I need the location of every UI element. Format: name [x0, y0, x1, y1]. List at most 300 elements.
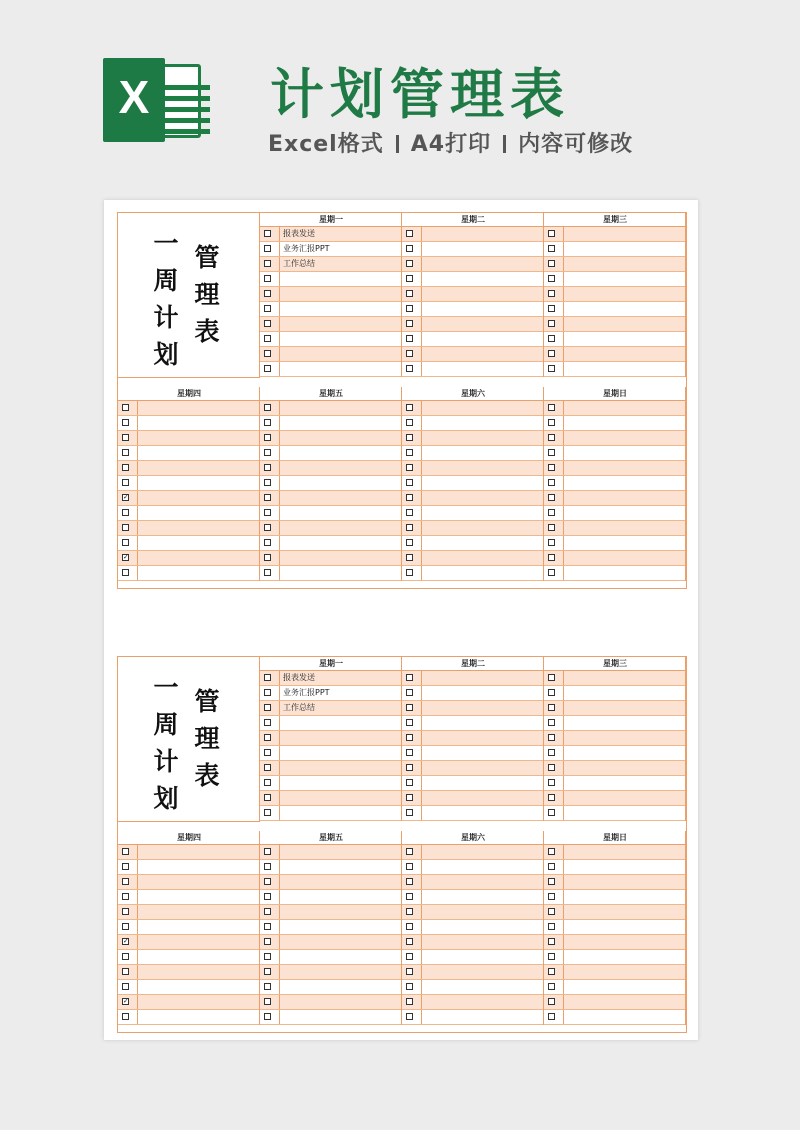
- task-checkbox[interactable]: [406, 320, 413, 327]
- task-checkbox[interactable]: [406, 908, 413, 915]
- checkbox-cell: [402, 950, 422, 964]
- task-checkbox[interactable]: [406, 848, 413, 855]
- task-checkbox[interactable]: [548, 968, 555, 975]
- task-checkbox[interactable]: [548, 764, 555, 771]
- day-header: 星期日: [544, 387, 686, 401]
- task-row: [402, 302, 544, 317]
- task-text[interactable]: 工作总结: [283, 259, 315, 268]
- checkbox-cell: [402, 431, 422, 445]
- checkbox-cell: [402, 671, 422, 685]
- task-row: [402, 431, 544, 446]
- task-checkbox[interactable]: [548, 290, 555, 297]
- task-row: [260, 347, 402, 362]
- checkbox-cell: [402, 416, 422, 430]
- task-checkbox[interactable]: [406, 275, 413, 282]
- task-row: [118, 920, 260, 935]
- task-row: [260, 701, 402, 716]
- subtitle-print: A4打印: [410, 132, 492, 157]
- task-row: [260, 860, 402, 875]
- checkbox-cell: [118, 935, 138, 949]
- task-text[interactable]: 业务汇报PPT: [283, 688, 330, 697]
- task-checkbox[interactable]: [406, 923, 413, 930]
- task-checkbox[interactable]: [264, 365, 271, 372]
- task-checkbox[interactable]: [548, 908, 555, 915]
- task-checkbox-checked[interactable]: ✓: [123, 493, 129, 501]
- task-checkbox[interactable]: [264, 1013, 271, 1020]
- task-checkbox[interactable]: [548, 230, 555, 237]
- task-checkbox[interactable]: [548, 479, 555, 486]
- task-checkbox[interactable]: [122, 509, 129, 516]
- checkbox-cell: [402, 761, 422, 775]
- task-checkbox[interactable]: [264, 689, 271, 696]
- task-row: [402, 965, 544, 980]
- task-checkbox[interactable]: [548, 275, 555, 282]
- checkbox-cell: [118, 431, 138, 445]
- checkbox-cell: [118, 536, 138, 550]
- task-row: [118, 965, 260, 980]
- sheet-title-block: [118, 657, 260, 822]
- task-checkbox[interactable]: [548, 794, 555, 801]
- task-checkbox[interactable]: [406, 968, 413, 975]
- task-checkbox[interactable]: [264, 449, 271, 456]
- day-column: [260, 213, 402, 377]
- checkbox-cell: [260, 686, 280, 700]
- task-checkbox[interactable]: [406, 689, 413, 696]
- task-checkbox[interactable]: [264, 809, 271, 816]
- task-checkbox[interactable]: [122, 893, 129, 900]
- day-header: 星期二: [402, 657, 544, 671]
- page-title: 计划管理表: [270, 63, 570, 126]
- task-checkbox[interactable]: [264, 938, 271, 945]
- checkbox-cell: [118, 566, 138, 580]
- task-checkbox-checked[interactable]: ✓: [123, 937, 129, 945]
- task-row: [402, 506, 544, 521]
- task-checkbox[interactable]: [548, 365, 555, 372]
- task-row: [544, 950, 686, 965]
- task-row: [544, 566, 686, 581]
- checkbox-cell: [402, 890, 422, 904]
- checkbox-cell: [544, 476, 564, 490]
- task-checkbox[interactable]: [264, 863, 271, 870]
- task-row: [402, 875, 544, 890]
- task-row: [544, 446, 686, 461]
- checkbox-cell: [544, 950, 564, 964]
- task-checkbox[interactable]: [406, 569, 413, 576]
- task-row: [544, 461, 686, 476]
- task-checkbox[interactable]: [406, 290, 413, 297]
- task-row: [402, 491, 544, 506]
- task-row: [402, 935, 544, 950]
- checkbox-cell: [402, 242, 422, 256]
- task-checkbox[interactable]: [122, 953, 129, 960]
- task-checkbox[interactable]: [122, 539, 129, 546]
- task-checkbox[interactable]: [548, 878, 555, 885]
- checkbox-cell: [544, 401, 564, 415]
- task-checkbox[interactable]: [264, 230, 271, 237]
- checkbox-cell: [118, 860, 138, 874]
- task-checkbox[interactable]: [548, 260, 555, 267]
- task-checkbox[interactable]: [548, 938, 555, 945]
- subtitle-separator: [503, 135, 506, 153]
- column-divider: [685, 387, 686, 581]
- task-checkbox[interactable]: [122, 923, 129, 930]
- task-row: [402, 446, 544, 461]
- task-text[interactable]: 工作总结: [283, 703, 315, 712]
- task-row: [402, 761, 544, 776]
- task-checkbox[interactable]: [264, 509, 271, 516]
- task-checkbox[interactable]: [548, 434, 555, 441]
- task-checkbox[interactable]: [264, 734, 271, 741]
- task-checkbox[interactable]: [548, 704, 555, 711]
- checkbox-cell: [118, 551, 138, 565]
- task-text[interactable]: 业务汇报PPT: [283, 244, 330, 253]
- title-char: 计: [153, 747, 179, 776]
- task-row: [118, 506, 260, 521]
- task-checkbox[interactable]: [122, 848, 129, 855]
- task-checkbox[interactable]: [548, 779, 555, 786]
- excel-logo-icon: [103, 58, 203, 142]
- checkbox-cell: [544, 461, 564, 475]
- task-checkbox[interactable]: [406, 764, 413, 771]
- task-checkbox[interactable]: [264, 419, 271, 426]
- task-row: [402, 905, 544, 920]
- task-checkbox[interactable]: [406, 479, 413, 486]
- task-checkbox[interactable]: [406, 539, 413, 546]
- task-checkbox[interactable]: [548, 923, 555, 930]
- task-checkbox[interactable]: [264, 479, 271, 486]
- checkbox-cell: [544, 686, 564, 700]
- task-checkbox[interactable]: [264, 320, 271, 327]
- task-checkbox[interactable]: [264, 923, 271, 930]
- task-row: [544, 686, 686, 701]
- task-checkbox[interactable]: [406, 953, 413, 960]
- task-checkbox[interactable]: [406, 365, 413, 372]
- day-column: [544, 657, 686, 821]
- checkbox-cell: [260, 431, 280, 445]
- task-text[interactable]: 报表发送: [283, 229, 315, 238]
- task-row: [402, 521, 544, 536]
- checkbox-cell: [260, 731, 280, 745]
- task-checkbox[interactable]: [264, 275, 271, 282]
- checkbox-cell: [544, 965, 564, 979]
- checkbox-cell: [402, 905, 422, 919]
- checkbox-cell: [544, 416, 564, 430]
- task-checkbox[interactable]: [548, 569, 555, 576]
- task-row: [402, 686, 544, 701]
- task-checkbox[interactable]: [548, 998, 555, 1005]
- task-checkbox[interactable]: [122, 434, 129, 441]
- task-checkbox[interactable]: [264, 848, 271, 855]
- task-checkbox[interactable]: [264, 794, 271, 801]
- task-row: [260, 905, 402, 920]
- task-checkbox[interactable]: [406, 260, 413, 267]
- subtitle-editable: 内容可修改: [518, 132, 634, 157]
- task-checkbox[interactable]: [548, 809, 555, 816]
- task-checkbox[interactable]: [122, 908, 129, 915]
- task-checkbox[interactable]: [548, 983, 555, 990]
- task-checkbox[interactable]: [122, 449, 129, 456]
- task-checkbox[interactable]: [548, 305, 555, 312]
- task-checkbox[interactable]: [548, 419, 555, 426]
- task-checkbox[interactable]: [406, 494, 413, 501]
- task-checkbox[interactable]: [264, 260, 271, 267]
- task-checkbox[interactable]: [406, 719, 413, 726]
- task-checkbox[interactable]: [264, 998, 271, 1005]
- task-checkbox[interactable]: [548, 554, 555, 561]
- task-row: [544, 272, 686, 287]
- checkbox-cell: [118, 476, 138, 490]
- task-row: [544, 431, 686, 446]
- task-checkbox[interactable]: [406, 449, 413, 456]
- task-row: [544, 875, 686, 890]
- checkbox-cell: [260, 362, 280, 376]
- task-checkbox[interactable]: [406, 893, 413, 900]
- task-checkbox[interactable]: [406, 434, 413, 441]
- task-checkbox[interactable]: [406, 1013, 413, 1020]
- title-char: 理: [194, 724, 220, 753]
- task-checkbox[interactable]: [406, 863, 413, 870]
- task-checkbox[interactable]: [548, 674, 555, 681]
- task-row: [402, 227, 544, 242]
- checkbox-cell: [118, 890, 138, 904]
- task-checkbox[interactable]: [406, 938, 413, 945]
- task-checkbox[interactable]: [406, 674, 413, 681]
- task-checkbox[interactable]: [264, 983, 271, 990]
- checkbox-cell: [402, 257, 422, 271]
- checkbox-cell: [402, 731, 422, 745]
- checkbox-cell: [118, 965, 138, 979]
- task-row: [402, 731, 544, 746]
- task-checkbox[interactable]: [264, 719, 271, 726]
- task-checkbox[interactable]: [548, 320, 555, 327]
- task-checkbox[interactable]: [122, 878, 129, 885]
- checkbox-cell: [260, 521, 280, 535]
- task-checkbox[interactable]: [264, 893, 271, 900]
- task-checkbox[interactable]: [548, 734, 555, 741]
- task-row: [260, 317, 402, 332]
- task-checkbox[interactable]: [264, 494, 271, 501]
- checkbox-cell: [402, 491, 422, 505]
- task-checkbox[interactable]: [548, 1013, 555, 1020]
- day-header: 星期三: [544, 213, 686, 227]
- task-row: [260, 521, 402, 536]
- checkbox-cell: [118, 905, 138, 919]
- task-row: [118, 875, 260, 890]
- task-checkbox[interactable]: [406, 704, 413, 711]
- checkbox-cell: [260, 536, 280, 550]
- task-checkbox[interactable]: [264, 335, 271, 342]
- task-checkbox[interactable]: [264, 968, 271, 975]
- task-row: [402, 791, 544, 806]
- task-checkbox[interactable]: [264, 779, 271, 786]
- task-row: [260, 551, 402, 566]
- task-checkbox[interactable]: [548, 404, 555, 411]
- checkbox-cell: [118, 416, 138, 430]
- task-checkbox[interactable]: [264, 878, 271, 885]
- task-row: [402, 920, 544, 935]
- task-checkbox[interactable]: [548, 893, 555, 900]
- task-checkbox[interactable]: [122, 524, 129, 531]
- task-checkbox[interactable]: [264, 674, 271, 681]
- task-checkbox[interactable]: [406, 245, 413, 252]
- task-checkbox[interactable]: [264, 404, 271, 411]
- task-checkbox[interactable]: [122, 983, 129, 990]
- task-row: [260, 671, 402, 686]
- task-checkbox[interactable]: [264, 524, 271, 531]
- task-checkbox[interactable]: [264, 749, 271, 756]
- task-row: [260, 272, 402, 287]
- task-checkbox[interactable]: [406, 464, 413, 471]
- task-row: [402, 950, 544, 965]
- task-text[interactable]: 报表发送: [283, 673, 315, 682]
- sheet-title-week-plan: [150, 225, 182, 373]
- checkbox-cell: [544, 287, 564, 301]
- day-column: [118, 831, 260, 1025]
- task-checkbox[interactable]: [122, 1013, 129, 1020]
- task-checkbox[interactable]: [406, 998, 413, 1005]
- task-checkbox[interactable]: [406, 554, 413, 561]
- task-row: [118, 995, 260, 1010]
- checkbox-cell: [544, 761, 564, 775]
- task-row: [118, 416, 260, 431]
- checkbox-cell: [402, 566, 422, 580]
- task-row: [544, 1010, 686, 1025]
- task-checkbox[interactable]: [122, 863, 129, 870]
- task-checkbox[interactable]: [548, 449, 555, 456]
- task-checkbox[interactable]: [264, 764, 271, 771]
- checkbox-cell: [260, 257, 280, 271]
- task-checkbox[interactable]: [122, 419, 129, 426]
- task-checkbox[interactable]: [548, 539, 555, 546]
- task-row: [544, 227, 686, 242]
- checkbox-cell: [544, 431, 564, 445]
- task-row: [402, 551, 544, 566]
- task-checkbox[interactable]: [406, 794, 413, 801]
- task-checkbox[interactable]: [122, 464, 129, 471]
- task-checkbox[interactable]: [406, 878, 413, 885]
- checkbox-cell: [118, 875, 138, 889]
- task-checkbox[interactable]: [548, 245, 555, 252]
- task-checkbox[interactable]: [122, 404, 129, 411]
- task-row: [260, 875, 402, 890]
- task-checkbox[interactable]: [264, 554, 271, 561]
- task-checkbox[interactable]: [264, 953, 271, 960]
- task-checkbox[interactable]: [122, 479, 129, 486]
- checkbox-cell: [118, 506, 138, 520]
- task-checkbox[interactable]: [122, 968, 129, 975]
- sheet-title-week-plan: [150, 669, 182, 817]
- task-row: [544, 671, 686, 686]
- checkbox-cell: [544, 920, 564, 934]
- task-checkbox[interactable]: [264, 569, 271, 576]
- task-checkbox[interactable]: [548, 749, 555, 756]
- checkbox-cell: [544, 671, 564, 685]
- task-row: [544, 995, 686, 1010]
- checkbox-cell: [402, 476, 422, 490]
- task-checkbox[interactable]: [264, 908, 271, 915]
- task-checkbox[interactable]: [406, 350, 413, 357]
- task-row: [118, 491, 260, 506]
- day-column: [544, 387, 686, 581]
- task-checkbox[interactable]: [548, 524, 555, 531]
- checkbox-cell: [402, 287, 422, 301]
- task-checkbox[interactable]: [264, 464, 271, 471]
- task-checkbox[interactable]: [406, 749, 413, 756]
- task-checkbox[interactable]: [406, 404, 413, 411]
- header: [0, 0, 800, 200]
- task-checkbox[interactable]: [406, 305, 413, 312]
- task-row: [118, 551, 260, 566]
- task-checkbox[interactable]: [264, 305, 271, 312]
- task-checkbox[interactable]: [548, 719, 555, 726]
- checkbox-cell: [544, 716, 564, 730]
- checkbox-cell: [544, 302, 564, 316]
- day-header: 星期二: [402, 213, 544, 227]
- task-checkbox[interactable]: [548, 848, 555, 855]
- task-checkbox[interactable]: [264, 350, 271, 357]
- task-checkbox[interactable]: [406, 419, 413, 426]
- checkbox-cell: [260, 671, 280, 685]
- task-row: [544, 776, 686, 791]
- task-checkbox[interactable]: [548, 350, 555, 357]
- title-char: 管: [194, 243, 220, 272]
- task-checkbox[interactable]: [122, 569, 129, 576]
- task-checkbox[interactable]: [264, 434, 271, 441]
- task-checkbox[interactable]: [406, 809, 413, 816]
- task-checkbox[interactable]: [406, 779, 413, 786]
- checkbox-cell: [402, 521, 422, 535]
- task-row: [260, 920, 402, 935]
- title-char: 划: [153, 340, 179, 369]
- checkbox-cell: [402, 686, 422, 700]
- sheet-title-block: [118, 213, 260, 378]
- task-checkbox[interactable]: [406, 734, 413, 741]
- task-checkbox[interactable]: [406, 509, 413, 516]
- task-checkbox[interactable]: [264, 245, 271, 252]
- task-checkbox[interactable]: [548, 689, 555, 696]
- task-checkbox[interactable]: [264, 290, 271, 297]
- task-checkbox[interactable]: [548, 335, 555, 342]
- task-checkbox[interactable]: [548, 494, 555, 501]
- task-row: [544, 491, 686, 506]
- task-row: [260, 776, 402, 791]
- task-checkbox[interactable]: [548, 953, 555, 960]
- day-header: 星期三: [544, 657, 686, 671]
- day-column: [402, 657, 544, 821]
- task-checkbox[interactable]: [264, 539, 271, 546]
- checkbox-cell: [260, 701, 280, 715]
- weekly-plan-sheet: [117, 212, 687, 589]
- task-checkbox[interactable]: [548, 464, 555, 471]
- task-checkbox[interactable]: [264, 704, 271, 711]
- task-row: [402, 860, 544, 875]
- task-checkbox[interactable]: [406, 230, 413, 237]
- checkbox-cell: [260, 890, 280, 904]
- task-row: [402, 476, 544, 491]
- checkbox-cell: [544, 701, 564, 715]
- task-checkbox[interactable]: [548, 509, 555, 516]
- task-row: [260, 536, 402, 551]
- checkbox-cell: [260, 716, 280, 730]
- task-checkbox[interactable]: [406, 335, 413, 342]
- task-checkbox[interactable]: [548, 863, 555, 870]
- task-checkbox[interactable]: [406, 983, 413, 990]
- checkbox-cell: [402, 347, 422, 361]
- task-checkbox[interactable]: [406, 524, 413, 531]
- task-row: [260, 761, 402, 776]
- task-checkbox-checked[interactable]: ✓: [123, 553, 129, 561]
- task-checkbox-checked[interactable]: ✓: [123, 997, 129, 1005]
